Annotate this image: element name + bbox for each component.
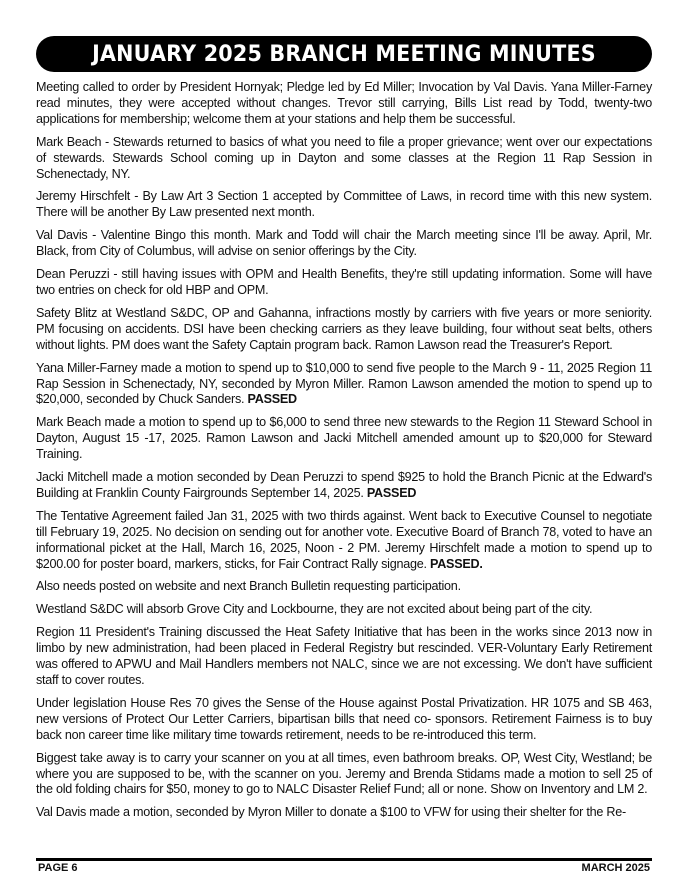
- minutes-paragraph: Westland S&DC will absorb Grove City and Lockbourne, they are not excited about being part of the city.: [36, 602, 593, 617]
- minutes-paragraph: Mark Beach - Stewards returned to basics of what you need to file a proper grievance; went over our expectations of stewards. Stewards School coming up in Dayton and some classes at the Region 11 Rap Session in Schenectady, NY.: [36, 134, 652, 181]
- passed-label: PASSED: [247, 392, 297, 407]
- issue-date: MARCH 2025: [581, 862, 650, 874]
- minutes-body: [36, 80, 652, 828]
- minutes-paragraph: Val Davis - Valentine Bingo this month. Mark and Todd will chair the March meeting since I'll be away. April, Mr. Black, from City of Columbus, will advise on senior offerings by the City.: [36, 228, 652, 259]
- page-number: PAGE 6: [38, 862, 78, 874]
- minutes-paragraph: Region 11 President's Training discussed the Heat Safety Initiative that has been in the works since 2013 now in limbo by new administration, had been placed in Federal Registry but rescinded. VER-Voluntary Early Retirement was offered to APWU and Mail Handlers members not NALC, since we are not excessing. We don't have sufficient staff to cover routes.: [36, 625, 652, 687]
- minutes-paragraph: Dean Peruzzi - still having issues with OPM and Health Benefits, they're still updating information. Some will have two entries on check for old HBP and OPM.: [36, 267, 652, 297]
- footer-rule: [36, 858, 652, 861]
- minutes-paragraph: Meeting called to order by President Hornyak; Pledge led by Ed Miller; Invocation by Val Davis. Yana Miller-Farney read minutes, they were accepted without changes. Trevor still carrying, Bills List read by Todd, twenty-two applications for membership; welcome them at your stations and help them be successful.: [36, 80, 652, 126]
- minutes-paragraph: Safety Blitz at Westland S&DC, OP and Gahanna, infractions mostly by carriers with five years or more seniority. PM focusing on accidents. DSI have been checking carriers as they leave building, four without seat belts, others without lights. PM does want the Safety Captain program back. Ramon Lawson read the Treasurer's Report.: [36, 305, 652, 352]
- minutes-paragraph: Biggest take away is to carry your scanner on you at all times, even bathroom breaks. OP, West City, Westland; be where you are supposed to be, with the scanner on you. Jeremy and Brenda Stidams made a motion to sell 25 of the old folding chairs for $50, money to go to NALC Disaster Relief Fund; all or none. Show on Inventory and LM 2.: [36, 750, 652, 797]
- minutes-paragraph: Val Davis made a motion, seconded by Myron Miller to donate a $100 to VFW for using their shelter for the Re-: [36, 805, 626, 820]
- title-banner: [36, 36, 652, 72]
- minutes-paragraph: Also needs posted on website and next Branch Bulletin requesting participation.: [36, 579, 461, 594]
- minutes-paragraph: Jeremy Hirschfelt - By Law Art 3 Section 1 accepted by Committee of Laws, in record time with this new system. There will be another By Law presented next month.: [36, 189, 652, 220]
- minutes-paragraph: The Tentative Agreement failed Jan 31, 2025 with two thirds against. Went back to Executive Counsel to negotiate till February 19, 2025. No decision on sending out for another vote. Executive Board of Branch 78, voted to have an informational picket at the Hall, March 16, 2025, Noon - 2 PM. Jeremy Hirschfelt made a motion to spend up to $200.00 for poster board, markers, sticks, for Fair Contract Rally signage. PASSED.: [36, 508, 652, 571]
- passed-label: PASSED.: [429, 556, 483, 571]
- page-title: JANUARY 2025 BRANCH MEETING MINUTES: [92, 41, 596, 67]
- minutes-paragraph: Yana Miller-Farney made a motion to spend up to $10,000 to send five people to the March 9 - 11, 2025 Region 11 Rap Session in Schenectady, NY, seconded by Myron Miller. Ramon Lawson amended the motion to spend up to $20,000, seconded by Chuck Sanders. PASSED: [36, 360, 652, 407]
- minutes-paragraph: Mark Beach made a motion to spend up to $6,000 to send three new stewards to the Region 11 Steward School in Dayton, August 15 -17, 2025. Ramon Lawson and Jacki Mitchell amended amount up to $20,000 for Steward Training.: [36, 415, 652, 462]
- minutes-paragraph: Under legislation House Res 70 gives the Sense of the House against Postal Privatization. HR 1075 and SB 463, new versions of Protect Our Letter Carriers, bipartisan bills that need co- sponsors. Retirement Fairness is to buy back non career time like military time towards retirement, needs to be re-introduced this term.: [36, 695, 652, 742]
- passed-label: PASSED: [366, 485, 417, 500]
- minutes-paragraph: Jacki Mitchell made a motion seconded by Dean Peruzzi to spend $925 to hold the Branch Picnic at the Edward's Building at Franklin County Fairgrounds September 14, 2025. PASSED: [36, 470, 652, 500]
